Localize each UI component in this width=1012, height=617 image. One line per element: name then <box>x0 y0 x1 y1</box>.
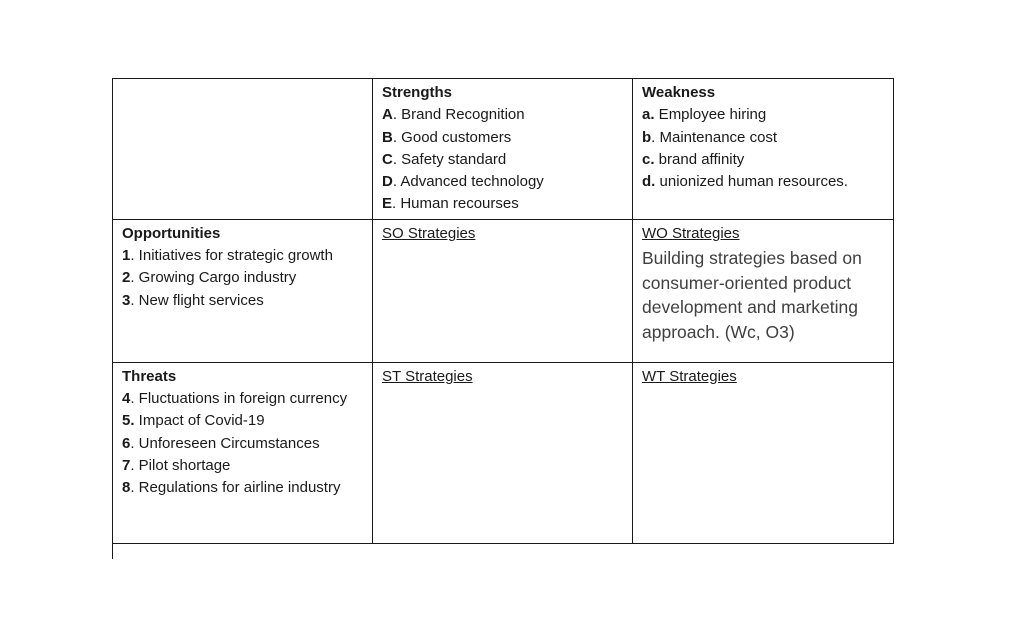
strength-item: C. Safety standard <box>382 150 507 168</box>
swot-table <box>112 78 894 544</box>
weakness-heading: Weakness <box>642 84 716 101</box>
weakness-item: b. Maintenance cost <box>642 128 778 146</box>
weakness-item: a. Employee hiring <box>642 106 767 124</box>
text-cursor <box>112 538 113 559</box>
weakness-item: d. unionized human resources. <box>642 173 848 191</box>
threat-item: 7. Pilot shortage <box>122 456 231 474</box>
threats-heading: Threats <box>122 367 177 385</box>
threat-item: 5. Impact of Covid-19 <box>122 412 265 430</box>
wt-strategies-heading: WT Strategies <box>642 367 737 385</box>
strengths-cell[interactable] <box>373 79 633 220</box>
strength-item: E. Human recourses <box>382 195 519 213</box>
table-row <box>113 79 894 220</box>
weakness-item: c. brand affinity <box>642 150 745 168</box>
wo-strategies-body: Building strategies based on consumer-oriented product development and marketing approach. (Wc, O3) <box>642 248 862 342</box>
opportunities-cell[interactable] <box>113 219 373 362</box>
strength-item: B. Good customers <box>382 128 512 146</box>
table-row <box>113 219 894 362</box>
wo-strategies-heading: WO Strategies <box>642 224 740 242</box>
opportunity-item: 2. Growing Cargo industry <box>122 269 297 287</box>
st-strategies-cell[interactable] <box>373 362 633 543</box>
opportunities-heading: Opportunities <box>122 224 221 242</box>
so-strategies-cell[interactable] <box>373 219 633 362</box>
opportunity-item: 3. New flight services <box>122 291 264 309</box>
threat-item: 6. Unforeseen Circumstances <box>122 434 320 452</box>
wt-strategies-cell[interactable] <box>633 362 894 543</box>
threats-cell[interactable] <box>113 362 373 543</box>
empty-corner-cell[interactable] <box>113 79 373 220</box>
st-strategies-heading: ST Strategies <box>382 367 473 385</box>
so-strategies-heading: SO Strategies <box>382 224 476 242</box>
opportunity-item: 1. Initiatives for strategic growth <box>122 247 333 265</box>
strength-item: A. Brand Recognition <box>382 106 525 124</box>
weakness-cell[interactable] <box>633 79 894 220</box>
threat-item: 8. Regulations for airline industry <box>122 479 341 497</box>
wo-strategies-cell[interactable] <box>633 219 894 362</box>
threat-item: 4. Fluctuations in foreign currency <box>122 390 348 408</box>
strengths-heading: Strengths <box>382 84 453 101</box>
strength-item: D. Advanced technology <box>382 173 544 191</box>
table-row <box>113 362 894 543</box>
